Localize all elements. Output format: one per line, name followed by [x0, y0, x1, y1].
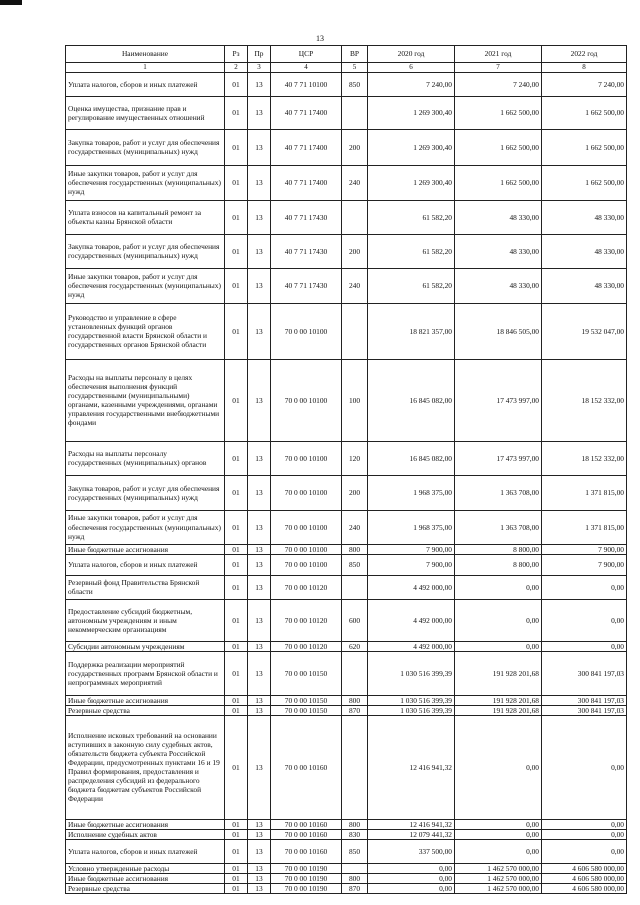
row-rz: 01 [225, 96, 248, 129]
row-pr: 13 [248, 165, 271, 200]
row-2020: 16 845 082,00 [368, 359, 455, 441]
table-row [66, 96, 627, 129]
row-vr: 800 [342, 819, 368, 829]
row-rz: 01 [225, 268, 248, 303]
row-2022: 7 240,00 [542, 72, 627, 96]
table-row [66, 829, 627, 839]
row-pr: 13 [248, 268, 271, 303]
row-rz: 01 [225, 200, 248, 234]
row-2021: 0,00 [455, 641, 542, 651]
col-index: 7 [455, 63, 542, 73]
row-rz: 01 [225, 72, 248, 96]
row-name: Расходы на выплаты персоналу в целях обеспечения выполнения функций государственными (муниципальными) органами, казенными учреждениями, органами управления государственными внебюджетными фондами [66, 359, 225, 441]
row-2022: 18 152 332,00 [542, 359, 627, 441]
row-csr: 70 0 00 10100 [271, 303, 342, 359]
row-csr: 70 0 00 10120 [271, 641, 342, 651]
row-vr: 870 [342, 705, 368, 715]
row-csr: 40 7 71 17430 [271, 268, 342, 303]
row-name: Резервные средства [66, 883, 225, 893]
row-rz: 01 [225, 839, 248, 863]
row-2020: 7 900,00 [368, 544, 455, 554]
row-pr: 13 [248, 200, 271, 234]
row-2022: 19 532 047,00 [542, 303, 627, 359]
row-name: Закупка товаров, работ и услуг для обеспечения государственных (муниципальных) нужд [66, 234, 225, 268]
row-rz: 01 [225, 641, 248, 651]
row-csr: 70 0 00 10190 [271, 863, 342, 873]
row-rz: 01 [225, 554, 248, 575]
row-2021: 1 462 570 000,00 [455, 873, 542, 883]
row-2020: 1 269 300,40 [368, 129, 455, 165]
row-2020: 12 416 941,32 [368, 819, 455, 829]
row-name: Исполнение исковых требований на основании вступивших в законную силу судебных актов, обязательств бюджета субъекта Российской Федерации, предусмотренных пунктами 16 и 19 Правил формирования, предоставления и распределения субсидий из федерального бюджета бюджетам субъектов Российской Федерации [66, 715, 225, 819]
row-2020: 1 269 300,40 [368, 96, 455, 129]
table-row [66, 715, 627, 819]
row-vr: 870 [342, 883, 368, 893]
row-2020: 1 030 516 399,39 [368, 651, 455, 695]
row-name: Уплата взносов на капитальный ремонт за объекты казны Брянской области [66, 200, 225, 234]
row-name: Расходы на выплаты персоналу государственных (муниципальных) органов [66, 441, 225, 475]
row-2021: 7 240,00 [455, 72, 542, 96]
row-2022: 7 900,00 [542, 544, 627, 554]
col-header-2021: 2021 год [455, 46, 542, 63]
row-vr [342, 651, 368, 695]
row-rz: 01 [225, 863, 248, 873]
row-csr: 70 0 00 10100 [271, 510, 342, 544]
row-2022: 300 841 197,03 [542, 651, 627, 695]
row-rz: 01 [225, 575, 248, 599]
row-vr: 850 [342, 554, 368, 575]
row-csr: 70 0 00 10100 [271, 441, 342, 475]
row-name: Иные бюджетные ассигнования [66, 695, 225, 705]
table-row [66, 575, 627, 599]
table-body [66, 72, 627, 893]
row-vr: 100 [342, 359, 368, 441]
table-row [66, 599, 627, 641]
row-pr: 13 [248, 641, 271, 651]
row-name: Исполнение судебных актов [66, 829, 225, 839]
row-pr: 13 [248, 96, 271, 129]
row-2021: 0,00 [455, 819, 542, 829]
row-2021: 1 363 708,00 [455, 475, 542, 510]
row-name: Иные бюджетные ассигнования [66, 544, 225, 554]
row-rz: 01 [225, 303, 248, 359]
row-rz: 01 [225, 129, 248, 165]
row-2020: 4 492 000,00 [368, 575, 455, 599]
col-index: 3 [248, 63, 271, 73]
table-row [66, 695, 627, 705]
table-row [66, 268, 627, 303]
table-row [66, 303, 627, 359]
row-csr: 40 7 71 17400 [271, 96, 342, 129]
row-name: Уплата налогов, сборов и иных платежей [66, 72, 225, 96]
row-name: Резервные средства [66, 705, 225, 715]
row-csr: 40 7 71 10100 [271, 72, 342, 96]
table-row [66, 819, 627, 829]
row-2020: 1 030 516 399,39 [368, 695, 455, 705]
row-csr: 40 7 71 17400 [271, 165, 342, 200]
row-pr: 13 [248, 510, 271, 544]
table-row [66, 510, 627, 544]
table-row [66, 129, 627, 165]
row-vr: 600 [342, 599, 368, 641]
row-2021: 191 928 201,68 [455, 695, 542, 705]
col-index: 1 [66, 63, 225, 73]
col-header-name: Наименование [66, 46, 225, 63]
row-name: Иные закупки товаров, работ и услуг для обеспечения государственных (муниципальных) нужд [66, 165, 225, 200]
row-pr: 13 [248, 705, 271, 715]
table-row [66, 200, 627, 234]
row-csr: 70 0 00 10120 [271, 575, 342, 599]
col-index: 8 [542, 63, 627, 73]
row-csr: 70 0 00 10150 [271, 651, 342, 695]
row-rz: 01 [225, 829, 248, 839]
row-2022: 48 330,00 [542, 268, 627, 303]
table-row [66, 359, 627, 441]
row-pr: 13 [248, 359, 271, 441]
row-2021: 191 928 201,68 [455, 651, 542, 695]
row-name: Предоставление субсидий бюджетным, автономным учреждениям и иным некоммерческим организациям [66, 599, 225, 641]
row-rz: 01 [225, 544, 248, 554]
col-header-2022: 2022 год [542, 46, 627, 63]
row-2021: 1 462 570 000,00 [455, 883, 542, 893]
index-row [66, 63, 627, 73]
table-row [66, 234, 627, 268]
row-csr: 70 0 00 10100 [271, 475, 342, 510]
row-rz: 01 [225, 715, 248, 819]
row-csr: 70 0 00 10160 [271, 715, 342, 819]
row-2022: 48 330,00 [542, 200, 627, 234]
row-csr: 70 0 00 10160 [271, 829, 342, 839]
row-rz: 01 [225, 510, 248, 544]
col-index: 6 [368, 63, 455, 73]
row-2021: 1 363 708,00 [455, 510, 542, 544]
row-2022: 4 606 580 000,00 [542, 873, 627, 883]
row-rz: 01 [225, 705, 248, 715]
row-2020: 61 582,20 [368, 234, 455, 268]
row-csr: 40 7 71 17400 [271, 129, 342, 165]
row-2022: 0,00 [542, 599, 627, 641]
row-name: Иные бюджетные ассигнования [66, 819, 225, 829]
row-rz: 01 [225, 695, 248, 705]
row-2022: 300 841 197,03 [542, 705, 627, 715]
row-pr: 13 [248, 544, 271, 554]
row-rz: 01 [225, 165, 248, 200]
row-rz: 01 [225, 819, 248, 829]
row-2020: 0,00 [368, 863, 455, 873]
row-2021: 1 662 500,00 [455, 96, 542, 129]
row-2022: 4 606 580 000,00 [542, 883, 627, 893]
table-row [66, 651, 627, 695]
row-2020: 61 582,20 [368, 200, 455, 234]
row-2020: 12 416 941,32 [368, 715, 455, 819]
row-2020: 0,00 [368, 883, 455, 893]
table-row [66, 863, 627, 873]
row-csr: 70 0 00 10150 [271, 705, 342, 715]
row-csr: 70 0 00 10100 [271, 554, 342, 575]
row-2022: 48 330,00 [542, 234, 627, 268]
row-2022: 0,00 [542, 641, 627, 651]
row-2021: 0,00 [455, 839, 542, 863]
row-csr: 70 0 00 10160 [271, 819, 342, 829]
row-2021: 17 473 997,00 [455, 359, 542, 441]
row-2021: 48 330,00 [455, 234, 542, 268]
row-2022: 0,00 [542, 819, 627, 829]
row-2020: 1 968 375,00 [368, 510, 455, 544]
row-rz: 01 [225, 475, 248, 510]
row-pr: 13 [248, 651, 271, 695]
row-name: Оценка имущества, признание прав и регулирование имущественных отношений [66, 96, 225, 129]
table-row [66, 441, 627, 475]
row-2020: 337 500,00 [368, 839, 455, 863]
row-2020: 18 821 357,00 [368, 303, 455, 359]
row-2021: 0,00 [455, 829, 542, 839]
row-pr: 13 [248, 883, 271, 893]
row-name: Условно утвержденные расходы [66, 863, 225, 873]
row-name: Иные закупки товаров, работ и услуг для обеспечения государственных (муниципальных) нужд [66, 268, 225, 303]
row-csr: 70 0 00 10190 [271, 883, 342, 893]
row-2022: 300 841 197,03 [542, 695, 627, 705]
header-row [66, 46, 627, 63]
row-vr [342, 863, 368, 873]
row-2021: 0,00 [455, 575, 542, 599]
col-header-pr: Пр [248, 46, 271, 63]
table-row [66, 873, 627, 883]
row-vr: 800 [342, 873, 368, 883]
row-pr: 13 [248, 554, 271, 575]
row-2021: 1 662 500,00 [455, 129, 542, 165]
row-name: Закупка товаров, работ и услуг для обеспечения государственных (муниципальных) нужд [66, 475, 225, 510]
row-rz: 01 [225, 441, 248, 475]
row-2022: 4 606 580 000,00 [542, 863, 627, 873]
row-name: Иные бюджетные ассигнования [66, 873, 225, 883]
row-2020: 1 030 516 399,39 [368, 705, 455, 715]
row-name: Уплата налогов, сборов и иных платежей [66, 839, 225, 863]
row-name: Поддержка реализации мероприятий государственных программ Брянской области и непрограммных мероприятий [66, 651, 225, 695]
row-vr: 800 [342, 695, 368, 705]
row-2020: 12 079 441,32 [368, 829, 455, 839]
row-vr [342, 715, 368, 819]
row-2021: 1 462 570 000,00 [455, 863, 542, 873]
row-pr: 13 [248, 873, 271, 883]
row-rz: 01 [225, 651, 248, 695]
row-rz: 01 [225, 883, 248, 893]
row-vr: 800 [342, 544, 368, 554]
row-2021: 0,00 [455, 715, 542, 819]
row-2020: 0,00 [368, 873, 455, 883]
row-vr: 850 [342, 72, 368, 96]
row-2021: 1 662 500,00 [455, 165, 542, 200]
row-csr: 40 7 71 17430 [271, 200, 342, 234]
row-name: Иные закупки товаров, работ и услуг для обеспечения государственных (муниципальных) нужд [66, 510, 225, 544]
row-rz: 01 [225, 599, 248, 641]
col-index: 5 [342, 63, 368, 73]
row-2022: 1 371 815,00 [542, 475, 627, 510]
row-pr: 13 [248, 234, 271, 268]
row-csr: 70 0 00 10120 [271, 599, 342, 641]
table-row [66, 839, 627, 863]
row-pr: 13 [248, 819, 271, 829]
row-2022: 1 662 500,00 [542, 96, 627, 129]
row-csr: 70 0 00 10150 [271, 695, 342, 705]
row-pr: 13 [248, 863, 271, 873]
row-2022: 0,00 [542, 839, 627, 863]
table-row [66, 641, 627, 651]
row-vr: 200 [342, 475, 368, 510]
table-row [66, 544, 627, 554]
col-header-rz: Рз [225, 46, 248, 63]
row-2020: 4 492 000,00 [368, 641, 455, 651]
row-csr: 70 0 00 10190 [271, 873, 342, 883]
row-2021: 17 473 997,00 [455, 441, 542, 475]
row-name: Резервный фонд Правительства Брянской области [66, 575, 225, 599]
col-header-vr: ВР [342, 46, 368, 63]
budget-table [65, 45, 627, 894]
row-2021: 8 800,00 [455, 554, 542, 575]
row-csr: 70 0 00 10100 [271, 544, 342, 554]
row-pr: 13 [248, 575, 271, 599]
row-2021: 8 800,00 [455, 544, 542, 554]
table-row [66, 554, 627, 575]
row-vr: 240 [342, 510, 368, 544]
row-csr: 70 0 00 10160 [271, 839, 342, 863]
row-vr: 240 [342, 268, 368, 303]
row-2020: 7 900,00 [368, 554, 455, 575]
row-rz: 01 [225, 359, 248, 441]
row-vr [342, 575, 368, 599]
row-vr [342, 96, 368, 129]
row-2022: 0,00 [542, 715, 627, 819]
row-2020: 4 492 000,00 [368, 599, 455, 641]
row-2021: 0,00 [455, 599, 542, 641]
row-rz: 01 [225, 873, 248, 883]
col-header-csr: ЦСР [271, 46, 342, 63]
row-rz: 01 [225, 234, 248, 268]
table-row [66, 165, 627, 200]
row-2021: 48 330,00 [455, 268, 542, 303]
row-2022: 7 900,00 [542, 554, 627, 575]
row-2021: 191 928 201,68 [455, 705, 542, 715]
table-row [66, 883, 627, 893]
corner-mark [0, 0, 22, 5]
row-name: Руководство и управление в сфере установленных функций органов государственной власти Брянской области и государственных органов Брянской области [66, 303, 225, 359]
row-2021: 18 846 505,00 [455, 303, 542, 359]
row-2021: 48 330,00 [455, 200, 542, 234]
row-pr: 13 [248, 72, 271, 96]
row-2020: 1 968 375,00 [368, 475, 455, 510]
row-vr: 620 [342, 641, 368, 651]
row-2022: 0,00 [542, 829, 627, 839]
row-name: Уплата налогов, сборов и иных платежей [66, 554, 225, 575]
row-2022: 18 152 332,00 [542, 441, 627, 475]
table-row [66, 475, 627, 510]
row-vr: 200 [342, 129, 368, 165]
row-csr: 40 7 71 17430 [271, 234, 342, 268]
row-vr: 120 [342, 441, 368, 475]
row-2022: 0,00 [542, 575, 627, 599]
row-vr: 830 [342, 829, 368, 839]
row-pr: 13 [248, 303, 271, 359]
row-vr: 240 [342, 165, 368, 200]
row-vr: 850 [342, 839, 368, 863]
row-pr: 13 [248, 441, 271, 475]
col-index: 2 [225, 63, 248, 73]
row-2020: 16 845 082,00 [368, 441, 455, 475]
row-vr: 200 [342, 234, 368, 268]
table-row [66, 72, 627, 96]
row-2022: 1 371 815,00 [542, 510, 627, 544]
row-vr [342, 303, 368, 359]
row-name: Субсидии автономным учреждениям [66, 641, 225, 651]
row-2022: 1 662 500,00 [542, 165, 627, 200]
row-pr: 13 [248, 839, 271, 863]
table-row [66, 705, 627, 715]
row-pr: 13 [248, 599, 271, 641]
row-2020: 61 582,20 [368, 268, 455, 303]
col-index: 4 [271, 63, 342, 73]
row-pr: 13 [248, 695, 271, 705]
col-header-2020: 2020 год [368, 46, 455, 63]
row-pr: 13 [248, 475, 271, 510]
row-2022: 1 662 500,00 [542, 129, 627, 165]
row-2020: 7 240,00 [368, 72, 455, 96]
row-csr: 70 0 00 10100 [271, 359, 342, 441]
row-pr: 13 [248, 715, 271, 819]
row-2020: 1 269 300,40 [368, 165, 455, 200]
row-pr: 13 [248, 829, 271, 839]
row-pr: 13 [248, 129, 271, 165]
row-vr [342, 200, 368, 234]
page-number: 13 [316, 34, 324, 43]
row-name: Закупка товаров, работ и услуг для обеспечения государственных (муниципальных) нужд [66, 129, 225, 165]
